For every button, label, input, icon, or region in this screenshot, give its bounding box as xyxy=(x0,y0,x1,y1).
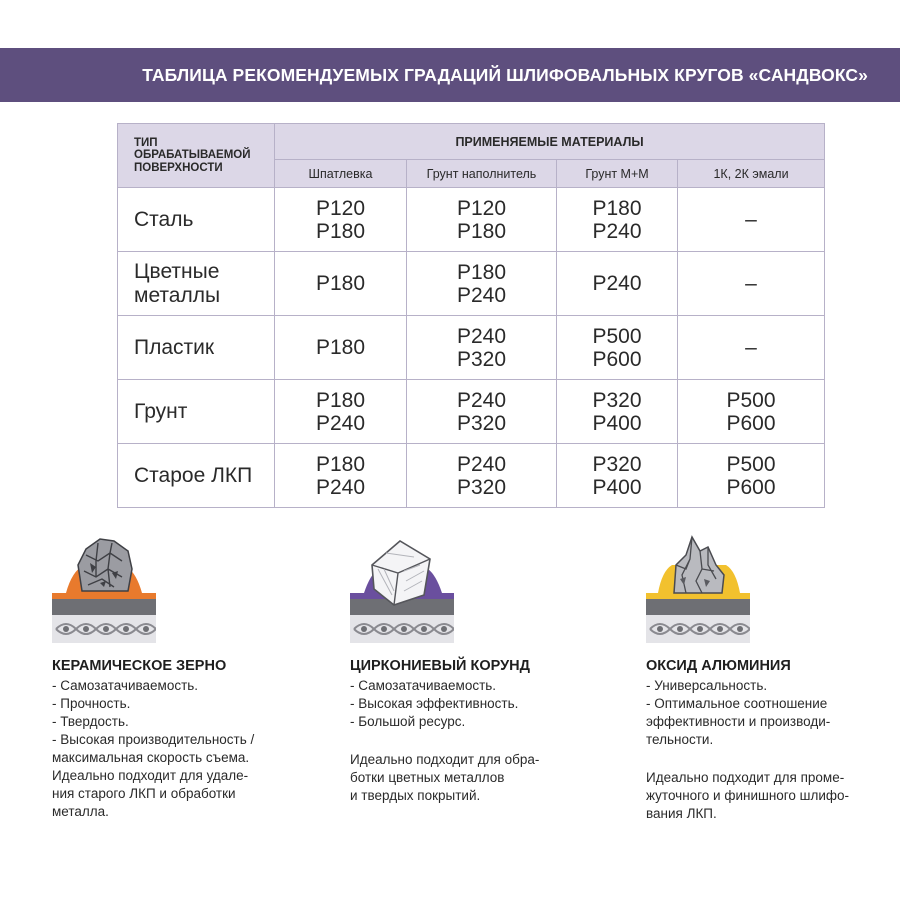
card-title: ОКСИД АЛЮМИНИЯ xyxy=(646,658,791,674)
grade-value: P320 xyxy=(592,452,642,476)
table-body xyxy=(118,188,825,508)
aluminum-oxide-grain-icon xyxy=(646,535,750,645)
grade-cell xyxy=(678,444,825,508)
row-label: Цветные металлы xyxy=(118,252,275,316)
grade-cell xyxy=(678,252,825,316)
corner-header: ТИП ОБРАБАТЫВАЕМОЙ ПОВЕРХНОСТИ xyxy=(118,124,275,188)
card-title: КЕРАМИЧЕСКОЕ ЗЕРНО xyxy=(52,658,227,674)
materials-group-header: ПРИМЕНЯЕМЫЕ МАТЕРИАЛЫ xyxy=(275,124,825,160)
grade-value: P240 xyxy=(315,475,366,499)
column-header: Грунт М+М xyxy=(557,160,678,188)
grade-value: P240 xyxy=(456,324,507,348)
row-label: Пластик xyxy=(118,316,275,380)
grade-cell xyxy=(275,252,407,316)
grade-value: P320 xyxy=(456,347,507,371)
grade-value: P240 xyxy=(315,411,366,435)
grade-value: P320 xyxy=(456,411,507,435)
feature-list xyxy=(350,677,620,731)
table-row xyxy=(118,380,825,444)
grade-value: P500 xyxy=(726,388,776,412)
grade-cell xyxy=(275,444,407,508)
grade-value: P240 xyxy=(592,219,642,243)
feature-item: - Твердость. xyxy=(52,714,129,729)
feature-item: - Самозатачиваемость. xyxy=(52,678,199,693)
grade-value: P120 xyxy=(315,196,366,220)
grade-value: P180 xyxy=(315,272,366,295)
grade-value: P180 xyxy=(315,336,366,359)
grade-cell xyxy=(678,380,825,444)
grade-cell xyxy=(557,252,678,316)
row-label: Старое ЛКП xyxy=(118,444,275,508)
ceramic-grain-card xyxy=(52,535,322,821)
grade-cell xyxy=(557,188,678,252)
card-note: Идеально подходит для удале- ния старого ЛКП и обработки металла. xyxy=(52,768,249,819)
grade-value: P320 xyxy=(592,388,642,412)
feature-item: - Оптимальное соотношение эффективности и производи- тельности. xyxy=(646,696,831,747)
grade-cell xyxy=(275,316,407,380)
row-label: Сталь xyxy=(118,188,275,252)
feature-item: - Универсальность. xyxy=(646,678,768,693)
grade-value: P600 xyxy=(726,411,776,435)
grade-cell xyxy=(557,316,678,380)
table-row xyxy=(118,444,825,508)
zirconia-grain-card xyxy=(350,535,620,805)
grade-value: P240 xyxy=(456,388,507,412)
grade-value: – xyxy=(745,272,757,295)
feature-item: - Большой ресурс. xyxy=(350,714,466,729)
grade-value: P600 xyxy=(592,347,642,371)
grade-cell xyxy=(275,380,407,444)
feature-list xyxy=(646,677,900,749)
grade-cell xyxy=(407,252,557,316)
ceramic-grain-icon xyxy=(52,535,156,645)
grade-value: P180 xyxy=(315,452,366,476)
grade-value: P240 xyxy=(592,272,642,295)
grade-value: P500 xyxy=(726,452,776,476)
grade-value: P400 xyxy=(592,411,642,435)
row-label: Грунт xyxy=(118,380,275,444)
page-title: ТАБЛИЦА РЕКОМЕНДУЕМЫХ ГРАДАЦИЙ ШЛИФОВАЛЬНЫХ КРУГОВ «САНДВОКС» xyxy=(142,65,868,85)
grade-cell xyxy=(275,188,407,252)
feature-item: - Прочность. xyxy=(52,696,131,711)
feature-item: - Высокая эффективность. xyxy=(350,696,519,711)
card-note: Идеально подходит для проме- жуточного и финишного шлифо- вания ЛКП. xyxy=(646,770,850,821)
grade-cell xyxy=(407,316,557,380)
grade-value: P180 xyxy=(315,388,366,412)
feature-list xyxy=(52,677,322,767)
table-row xyxy=(118,316,825,380)
grade-cell xyxy=(557,444,678,508)
grade-value: P320 xyxy=(456,475,507,499)
aluminum-oxide-card xyxy=(646,535,900,823)
zirconia-grain-icon xyxy=(350,535,454,645)
grade-value: P180 xyxy=(592,196,642,220)
grade-value: – xyxy=(745,208,757,231)
column-header: Шпатлевка xyxy=(275,160,407,188)
grade-cell xyxy=(407,380,557,444)
grade-value: – xyxy=(745,336,757,359)
grade-value: P240 xyxy=(456,452,507,476)
grade-cell xyxy=(678,316,825,380)
grade-value: P180 xyxy=(315,219,366,243)
header-banner xyxy=(0,48,900,102)
grade-value: P180 xyxy=(456,260,507,284)
grade-cell xyxy=(407,188,557,252)
column-header: Грунт наполнитель xyxy=(407,160,557,188)
grade-cell xyxy=(557,380,678,444)
grade-value: P240 xyxy=(456,283,507,307)
grade-value: P400 xyxy=(592,475,642,499)
grades-table xyxy=(117,123,825,508)
card-note: Идеально подходит для обра- ботки цветных металлов и твердых покрытий. xyxy=(350,752,540,803)
grade-cell xyxy=(407,444,557,508)
table-row xyxy=(118,252,825,316)
grade-value: P500 xyxy=(592,324,642,348)
card-title: ЦИРКОНИЕВЫЙ КОРУНД xyxy=(350,658,530,674)
grade-value: P120 xyxy=(456,196,507,220)
grade-cell xyxy=(678,188,825,252)
table-row xyxy=(118,188,825,252)
grade-value: P600 xyxy=(726,475,776,499)
feature-item: - Самозатачиваемость. xyxy=(350,678,497,693)
column-header: 1К, 2К эмали xyxy=(678,160,825,188)
feature-item: - Высокая производительность / максимальная скорость съема. xyxy=(52,732,255,765)
grade-value: P180 xyxy=(456,219,507,243)
